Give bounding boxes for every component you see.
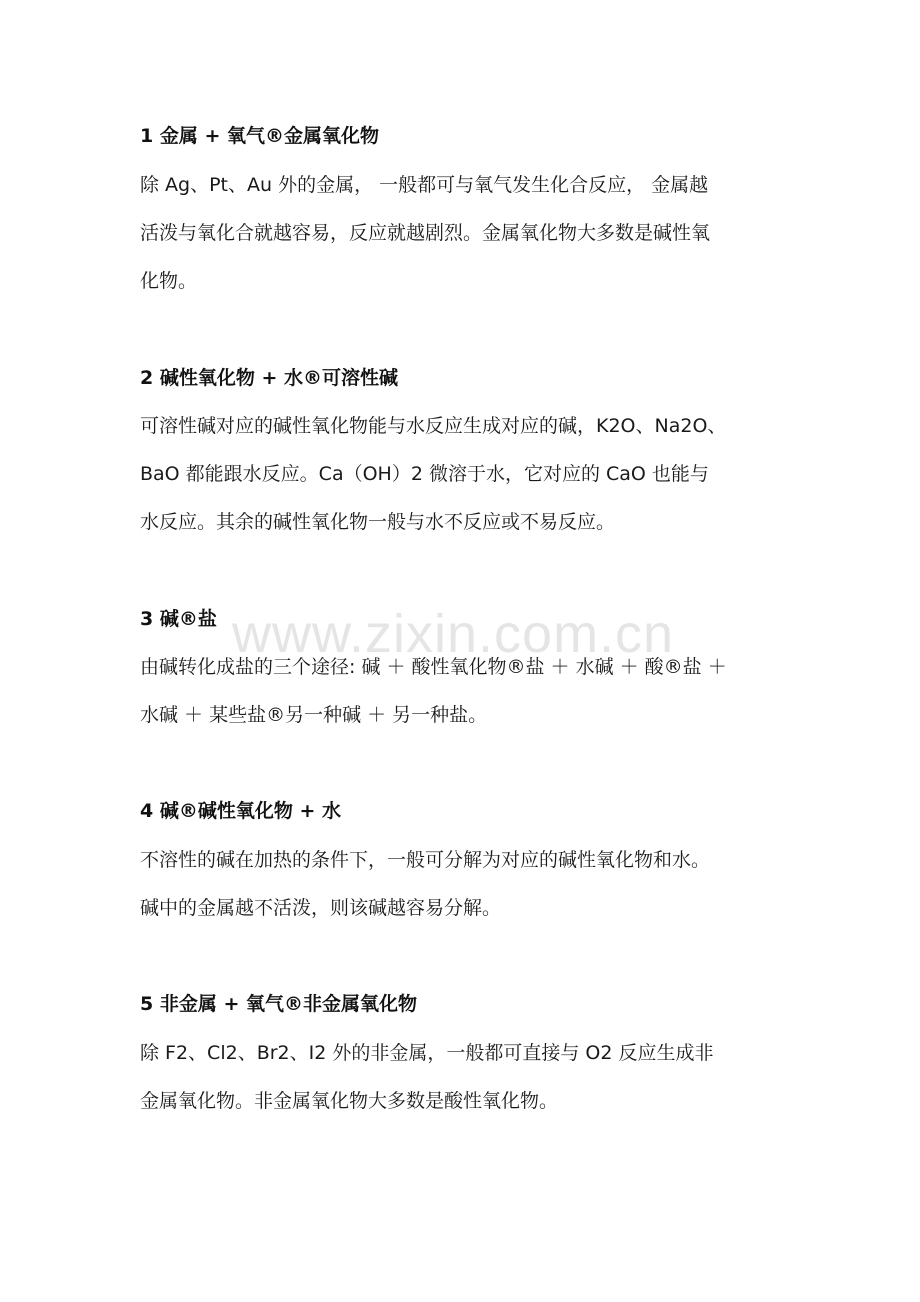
- section-4-line-1: 不溶性的碱在加热的条件下，一般可分解为对应的碱性氧化物和水。: [140, 849, 711, 871]
- section-5-line-1: 除 F2、Cl2、Br2、I2 外的非金属，一般都可直接与 O2 反应生成非: [140, 1042, 714, 1064]
- section-1-line-1: 除 Ag、Pt、Au 外的金属， 一般都可与氧气发生化合反应， 金属越: [140, 174, 709, 196]
- section-2-line-2: BaO 都能跟水反应。Ca（OH）2 微溶于水，它对应的 CaO 也能与: [140, 463, 709, 485]
- section-3-line-2: 水碱 ＋ 某些盐®另一种碱 ＋ 另一种盐。: [140, 704, 488, 726]
- section-4-heading: 4 碱®碱性氧化物 + 水: [140, 800, 341, 822]
- section-5-line-2: 金属氧化物。非金属氧化物大多数是酸性氧化物。: [140, 1090, 559, 1112]
- watermark: www.zixin.com.cn: [232, 604, 675, 664]
- section-1-line-3: 化物。: [140, 270, 198, 292]
- section-2-line-3: 水反应。其余的碱性氧化物一般与水不反应或不易反应。: [140, 511, 616, 533]
- section-4-line-2: 碱中的金属越不活泼，则该碱越容易分解。: [140, 897, 502, 919]
- section-2-heading: 2 碱性氧化物 + 水®可溶性碱: [140, 367, 398, 389]
- section-2-line-1: 可溶性碱对应的碱性氧化物能与水反应生成对应的碱，K2O、Na2O、: [140, 415, 727, 437]
- section-3-heading: 3 碱®盐: [140, 608, 217, 630]
- section-1-heading: 1 金属 + 氧气®金属氧化物: [140, 125, 379, 147]
- section-3-line-1: 由碱转化成盐的三个途径: 碱 ＋ 酸性氧化物®盐 ＋ 水碱 ＋ 酸®盐 ＋: [140, 656, 727, 678]
- section-5-heading: 5 非金属 + 氧气®非金属氧化物: [140, 993, 417, 1015]
- section-1-line-2: 活泼与氧化合就越容易，反应就越剧烈。金属氧化物大多数是碱性氧: [140, 222, 711, 244]
